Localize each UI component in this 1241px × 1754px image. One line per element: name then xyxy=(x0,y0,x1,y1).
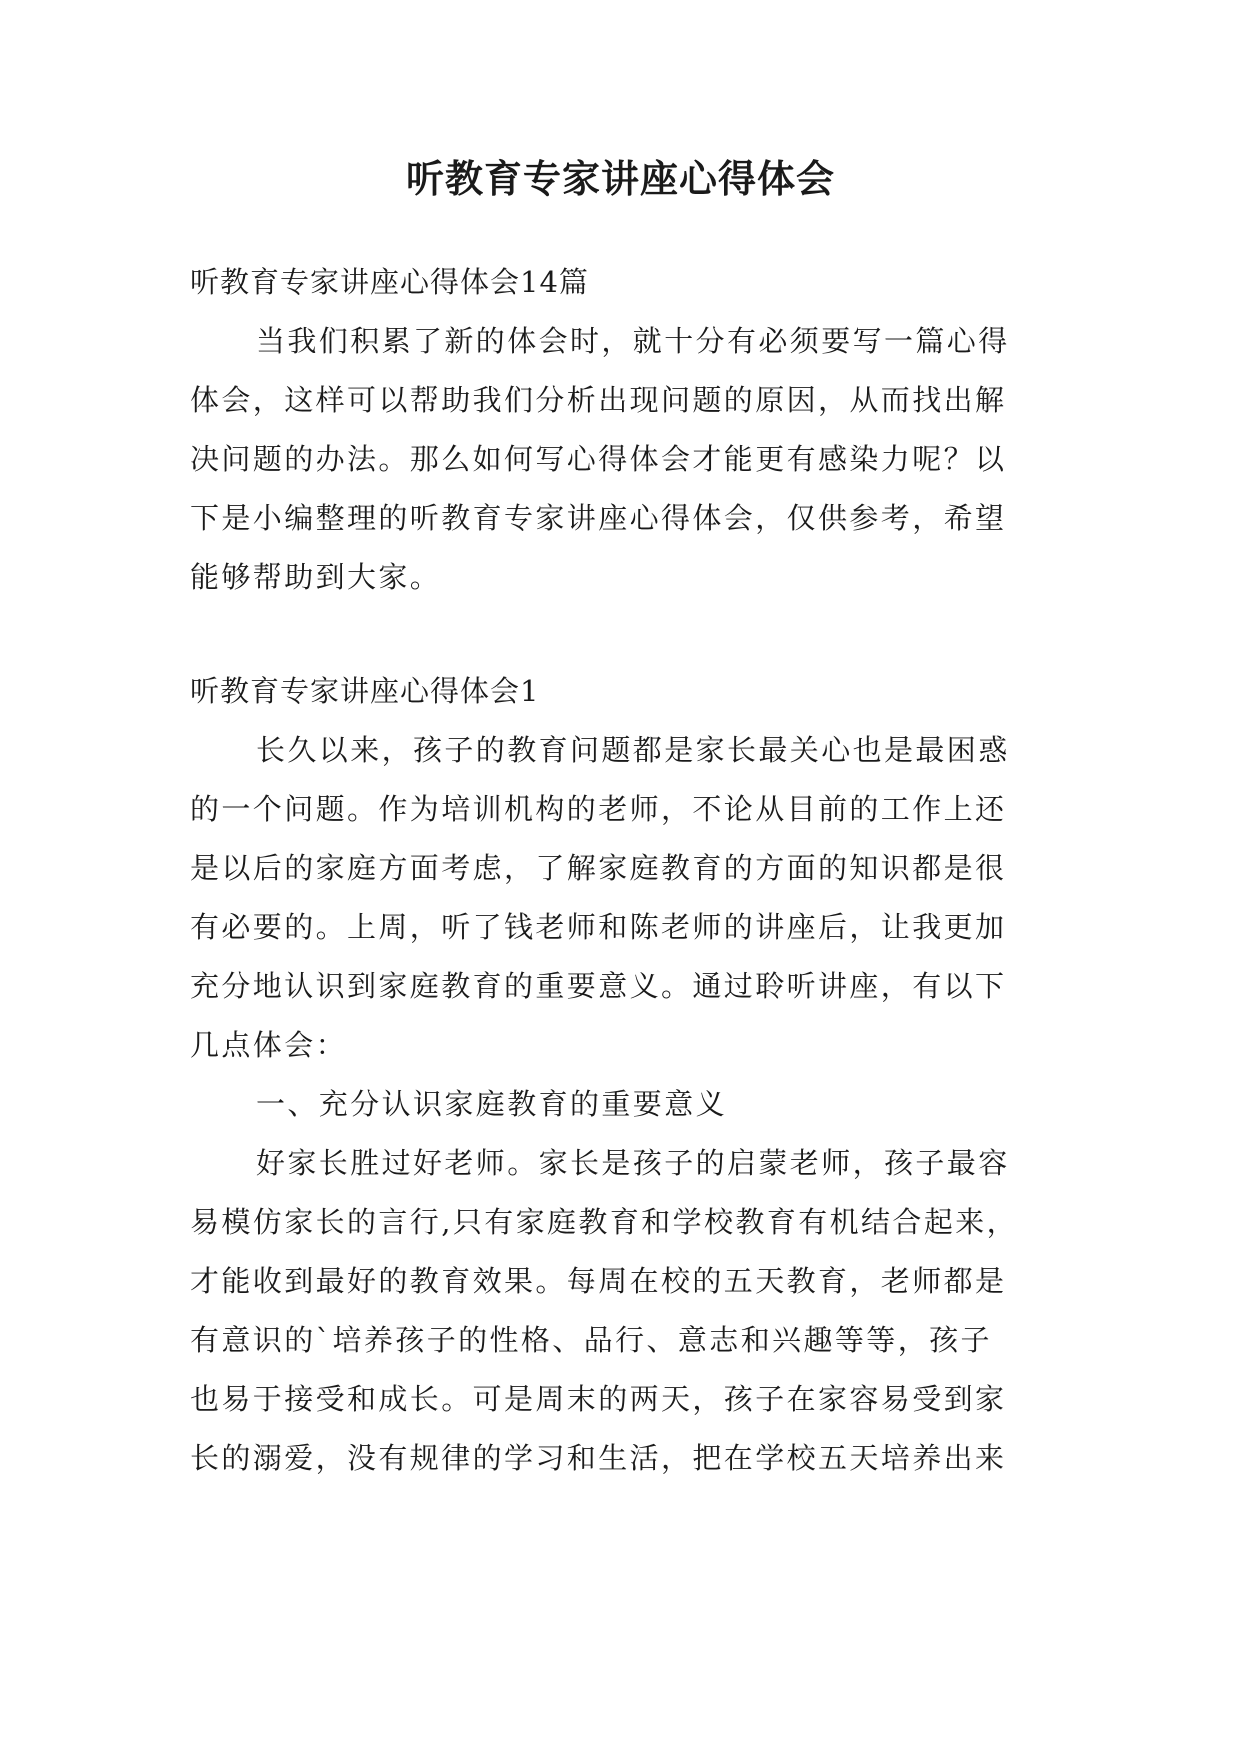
paragraph-line: 能够帮助到大家。 xyxy=(190,560,442,594)
section-1 xyxy=(190,662,1056,1488)
point-heading: 一、充分认识家庭教育的重要意义 xyxy=(256,1087,728,1121)
paragraph-line: 有意识的`培养孩子的性格、品行、意志和兴趣等等，孩子 xyxy=(190,1323,992,1357)
paragraph-line: 有必要的。上周，听了钱老师和陈老师的讲座后，让我更加 xyxy=(190,910,1007,944)
paragraph-line: 体会，这样可以帮助我们分析出现问题的原因，从而找出解 xyxy=(190,383,1007,417)
paragraph-line: 当我们积累了新的体会时，就十分有必须要写一篇心得 xyxy=(256,324,1010,358)
section-heading: 听教育专家讲座心得体会1 xyxy=(190,674,540,708)
paragraph-line: 是以后的家庭方面考虑，了解家庭教育的方面的知识都是很 xyxy=(190,851,1007,885)
paragraph-line: 充分地认识到家庭教育的重要意义。通过聆听讲座，有以下 xyxy=(190,969,1007,1003)
paragraph-line: 长久以来，孩子的教育问题都是家长最关心也是最困惑 xyxy=(256,733,1010,767)
paragraph-line: 好家长胜过好老师。家长是孩子的启蒙老师，孩子最容 xyxy=(256,1146,1010,1180)
document-title: 听教育专家讲座心得体会 xyxy=(405,157,835,201)
paragraph-line: 易模仿家长的言行,只有家庭教育和学校教育有机结合起来， xyxy=(190,1205,1019,1239)
paragraph-line: 几点体会： xyxy=(190,1028,348,1062)
paragraph-line: 长的溺爱，没有规律的学习和生活，把在学校五天培养出来 xyxy=(190,1441,1007,1475)
paragraph-line: 决问题的办法。那么如何写心得体会才能更有感染力呢？以 xyxy=(190,442,1007,476)
paragraph-line: 下是小编整理的听教育专家讲座心得体会，仅供参考，希望 xyxy=(190,501,1007,535)
paragraph-line: 才能收到最好的教育效果。每周在校的五天教育，老师都是 xyxy=(190,1264,1007,1298)
intro-section xyxy=(190,253,1056,607)
collection-heading: 听教育专家讲座心得体会14篇 xyxy=(190,265,589,299)
paragraph-line: 也易于接受和成长。可是周末的两天，孩子在家容易受到家 xyxy=(190,1382,1007,1416)
paragraph-line: 的一个问题。作为培训机构的老师，不论从目前的工作上还 xyxy=(190,792,1007,826)
